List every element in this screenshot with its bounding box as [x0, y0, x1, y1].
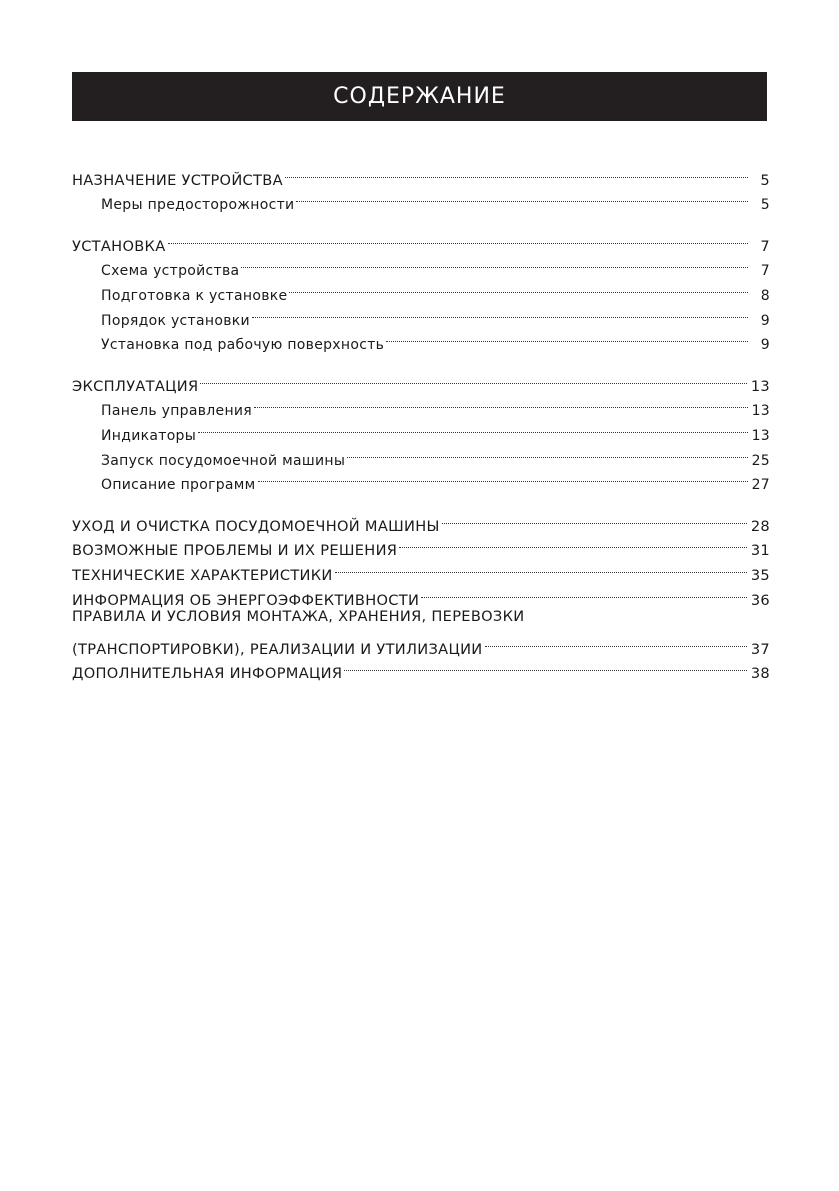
- toc-subentry-label: Запуск посудомоечной машины: [101, 452, 346, 469]
- leader-dots: [168, 226, 749, 251]
- toc-entry-label: ИНФОРМАЦИЯ ОБ ЭНЕРГОЭФФЕКТИВНОСТИ: [72, 591, 420, 609]
- leader-dots: [296, 185, 748, 210]
- toc-subentry-label: Порядок установки: [101, 312, 250, 329]
- leader-dots: [344, 654, 747, 679]
- toc-subentry-label: Схема устройства: [101, 263, 240, 280]
- toc-subentry-page: 27: [751, 477, 770, 494]
- toc-subentry-page: 7: [760, 263, 770, 280]
- leader-dots: [399, 531, 747, 556]
- toc-subentry-label: Меры предосторожности: [101, 197, 295, 214]
- toc-entry-page: 5: [760, 171, 770, 189]
- toc-subentry-page: 25: [751, 452, 770, 469]
- contents-title-bar: [72, 72, 767, 121]
- toc-entry-page: 37: [750, 640, 770, 658]
- toc-entry-rules-line1[interactable]: [72, 605, 770, 630]
- toc-entry-label: ДОПОЛНИТЕЛЬНАЯ ИНФОРМАЦИЯ: [72, 665, 343, 683]
- toc-subentry-label: Описание программ: [101, 477, 256, 494]
- leader-dots: [241, 251, 748, 276]
- leader-dots: [200, 366, 746, 391]
- toc-entry-label: ТЕХНИЧЕСКИЕ ХАРАКТЕРИСТИКИ: [72, 566, 333, 584]
- leader-dots: [485, 629, 747, 654]
- leader-dots: [258, 465, 748, 490]
- toc-entry-label: ЭКСПЛУАТАЦИЯ: [72, 377, 199, 395]
- toc-subentry-label: Установка под рабочую поверхность: [101, 337, 385, 354]
- toc-entry-page: 7: [760, 237, 770, 255]
- leader-dots: [421, 580, 747, 605]
- toc-entry-page: 31: [750, 542, 770, 560]
- toc-subentry-page: 13: [751, 427, 770, 444]
- toc-entry-label: НАЗНАЧЕНИЕ УСТРОЙСТВА: [72, 171, 283, 189]
- toc-entry-page: 28: [750, 517, 770, 535]
- leader-dots: [254, 391, 748, 416]
- toc-entry-label: (ТРАНСПОРТИРОВКИ), РЕАЛИЗАЦИИ И УТИЛИЗАЦИИ: [72, 640, 483, 658]
- toc-entry-page: 13: [750, 377, 770, 395]
- page-title: СОДЕРЖАНИЕ: [333, 84, 506, 109]
- toc-subentry[interactable]: [72, 251, 770, 280]
- leader-dots: [289, 275, 748, 300]
- toc-entry-page: 35: [750, 566, 770, 584]
- table-of-contents: [72, 160, 770, 683]
- toc-entry-rules-line2[interactable]: [72, 629, 770, 658]
- leader-dots: [347, 440, 747, 465]
- toc-subentry-page: 9: [760, 337, 770, 354]
- leader-dots: [335, 555, 747, 580]
- leader-dots: [285, 160, 748, 185]
- toc-entry-label: УХОД И ОЧИСТКА ПОСУДОМОЕЧНОЙ МАШИНЫ: [72, 517, 440, 535]
- toc-subentry-page: 8: [760, 287, 770, 304]
- toc-entry-label: ПРАВИЛА И УСЛОВИЯ МОНТАЖА, ХРАНЕНИЯ, ПЕРЕВОЗКИ: [72, 607, 525, 625]
- toc-entry-page: 38: [750, 665, 770, 683]
- toc-subentry-page: 9: [760, 312, 770, 329]
- leader-dots: [198, 415, 747, 440]
- toc-subentry-page: 5: [760, 197, 770, 214]
- toc-entry-care-cleaning[interactable]: [72, 506, 770, 535]
- toc-entry-label: ВОЗМОЖНЫЕ ПРОБЛЕМЫ И ИХ РЕШЕНИЯ: [72, 542, 398, 560]
- leader-dots: [442, 506, 747, 531]
- toc-subentry-label: Панель управления: [101, 403, 253, 420]
- leader-dots: [252, 300, 748, 325]
- toc-entry-page: 36: [750, 591, 770, 609]
- toc-entry-operation[interactable]: [72, 366, 770, 395]
- toc-entry-installation[interactable]: [72, 226, 770, 255]
- toc-entry-label: УСТАНОВКА: [72, 237, 166, 255]
- toc-subentry-page: 13: [751, 403, 770, 420]
- toc-entry-purpose[interactable]: [72, 160, 770, 189]
- toc-subentry-label: Индикаторы: [101, 427, 197, 444]
- toc-subentry-label: Подготовка к установке: [101, 287, 288, 304]
- leader-dots: [386, 325, 748, 350]
